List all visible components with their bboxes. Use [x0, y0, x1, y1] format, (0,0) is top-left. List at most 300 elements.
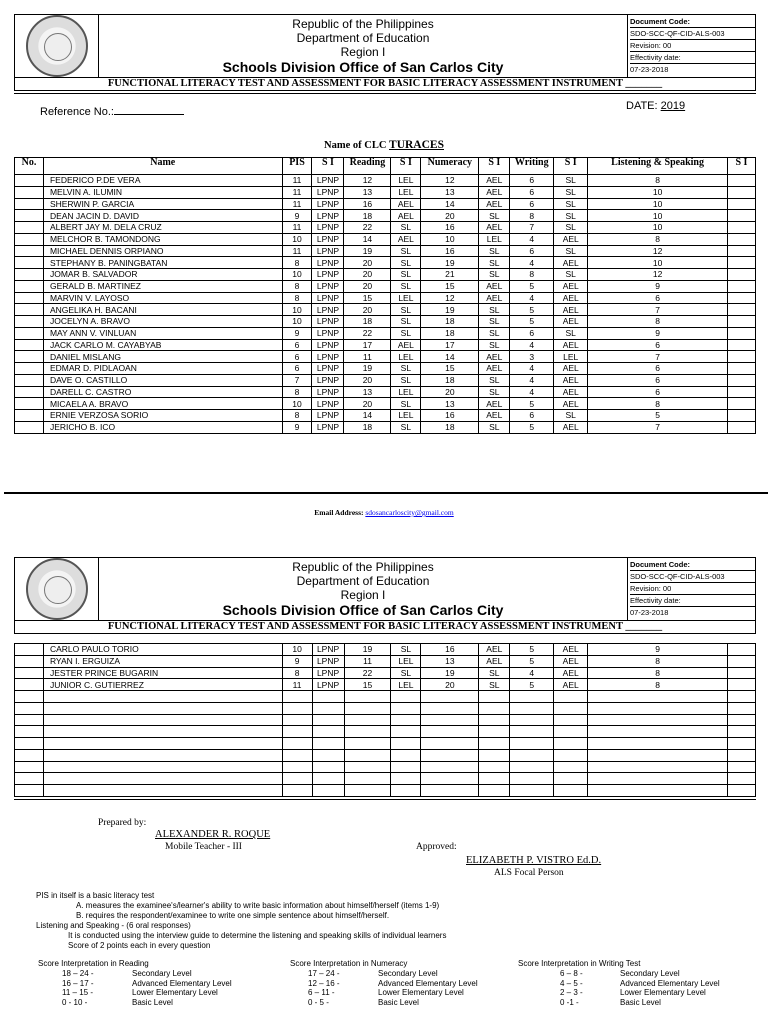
table-cell: 6	[588, 292, 728, 304]
table-cell: 10	[282, 398, 312, 410]
table-cell: 8	[282, 386, 312, 398]
table-cell	[391, 714, 421, 726]
table-cell: JERICHO B. ICO	[43, 421, 282, 433]
table-cell: AEL	[554, 339, 588, 351]
table-cell: LPNP	[312, 421, 344, 433]
table-cell: LPNP	[312, 398, 344, 410]
score-level: Advanced Elementary Level	[132, 978, 232, 988]
table-cell: LPNP	[312, 351, 344, 363]
table-cell: 15	[344, 679, 391, 691]
table-cell: SL	[479, 257, 510, 269]
column-header: S I	[312, 158, 344, 175]
table-cell	[421, 714, 479, 726]
table-cell: LPNP	[312, 316, 344, 328]
table-cell: 14	[421, 351, 479, 363]
table-cell: 8	[282, 280, 312, 292]
table-cell: 17	[421, 339, 479, 351]
table-cell	[727, 398, 755, 410]
table-cell	[421, 749, 479, 761]
table-cell: 18	[344, 210, 391, 222]
table-cell	[479, 785, 510, 797]
table-cell: 13	[344, 186, 391, 198]
score-level: Lower Elementary Level	[620, 988, 706, 997]
table-cell: 11	[344, 351, 391, 363]
table-cell: 6	[282, 339, 312, 351]
table-cell	[510, 691, 554, 703]
table-cell: 8	[588, 398, 728, 410]
table-cell	[15, 351, 44, 363]
table-row	[15, 257, 756, 269]
table-cell	[727, 421, 755, 433]
table-cell: 18	[421, 316, 479, 328]
table-cell: 19	[421, 667, 479, 679]
table-cell: 7	[282, 374, 312, 386]
reference-field	[40, 105, 184, 118]
table-cell	[727, 773, 755, 785]
table-cell: 8	[588, 667, 728, 679]
table-cell	[15, 398, 44, 410]
table-cell: 3	[510, 351, 554, 363]
table-cell: 6	[282, 351, 312, 363]
table-cell: 5	[510, 316, 554, 328]
table-cell	[391, 726, 421, 738]
column-header: S I	[554, 158, 588, 175]
table-cell: 4	[510, 374, 554, 386]
table-cell: 16	[421, 222, 479, 234]
table-cell: AEL	[391, 339, 421, 351]
table-row	[15, 738, 756, 750]
table-cell	[344, 749, 391, 761]
table-cell	[282, 785, 312, 797]
table-cell	[421, 702, 479, 714]
table-row	[15, 304, 756, 316]
table-cell: DEAN JACIN D. DAVID	[43, 210, 282, 222]
table-cell: 18	[344, 316, 391, 328]
effectivity-label: Effectivity date:	[630, 52, 755, 64]
table-row	[15, 316, 756, 328]
column-header: Writing	[510, 158, 554, 175]
table-cell	[312, 749, 344, 761]
header-line1: Republic of the Philippines	[292, 559, 434, 574]
table-cell: LPNP	[312, 186, 344, 198]
column-header: No.	[15, 158, 44, 175]
table-row	[15, 175, 756, 187]
score-level: Secondary Level	[378, 969, 438, 978]
table-cell: 10	[421, 233, 479, 245]
form-title-2: FUNCTIONAL LITERACY TEST AND ASSESSMENT FOR BASIC LITERACY ASSESSMENT INSTRUMENT _______	[14, 621, 756, 634]
table-cell	[479, 691, 510, 703]
table-cell: AEL	[479, 410, 510, 422]
table-row	[15, 292, 756, 304]
table-cell: DANIEL MISLANG	[43, 351, 282, 363]
table-cell: SL	[479, 374, 510, 386]
header-center-1	[99, 15, 628, 78]
table-cell	[727, 667, 755, 679]
table-row	[15, 644, 756, 656]
table-cell: 22	[344, 222, 391, 234]
table-cell: 6	[510, 186, 554, 198]
table-cell: 7	[588, 351, 728, 363]
table-cell: SL	[479, 386, 510, 398]
table-cell: 6	[510, 245, 554, 257]
table-cell	[15, 363, 44, 375]
table-cell	[391, 785, 421, 797]
table-cell: 13	[421, 398, 479, 410]
table-cell	[554, 773, 588, 785]
date-field	[626, 100, 685, 112]
table-cell: 5	[588, 410, 728, 422]
table-cell: 6	[588, 386, 728, 398]
table-cell: LPNP	[312, 269, 344, 281]
table-cell: 4	[510, 292, 554, 304]
table-cell	[43, 691, 282, 703]
table-cell: LEL	[391, 175, 421, 187]
table-cell: MELVIN A. ILUMIN	[43, 186, 282, 198]
table-cell	[554, 702, 588, 714]
table-cell	[727, 374, 755, 386]
table-cell	[15, 386, 44, 398]
table-cell: LPNP	[312, 644, 344, 656]
table-cell: 12	[421, 175, 479, 187]
table-cell	[727, 233, 755, 245]
table-cell: 11	[282, 198, 312, 210]
table-cell	[510, 738, 554, 750]
table-cell: AEL	[554, 363, 588, 375]
table-cell	[727, 210, 755, 222]
interp-writing-title: Score Interpretation in Writing Test	[518, 959, 641, 968]
table-cell	[554, 749, 588, 761]
table-cell	[344, 761, 391, 773]
table-cell: LPNP	[312, 363, 344, 375]
table-cell	[588, 738, 728, 750]
table-cell: 8	[510, 210, 554, 222]
table-cell	[727, 386, 755, 398]
table-cell: 18	[421, 374, 479, 386]
table-cell: LPNP	[312, 410, 344, 422]
table-cell	[588, 749, 728, 761]
table-cell: 8	[588, 655, 728, 667]
table-cell: SL	[554, 222, 588, 234]
reference-blank	[114, 105, 184, 115]
table-cell: AEL	[391, 233, 421, 245]
table-row	[15, 714, 756, 726]
table-cell: 9	[282, 210, 312, 222]
table-cell: 5	[510, 655, 554, 667]
effectivity-label: Effectivity date:	[630, 595, 755, 607]
table-cell	[727, 679, 755, 691]
table-cell	[15, 749, 44, 761]
doc-code: SDO-SCC-QF-CID-ALS-003	[630, 571, 755, 583]
note-2: A. measures the examinee's/learner's ability to write basic information about himself/herself (items 1-9)	[76, 901, 440, 910]
header-line3: Region I	[340, 587, 386, 602]
table-cell: MICHAEL DENNIS ORPIANO	[43, 245, 282, 257]
table-cell: 5	[510, 304, 554, 316]
table-row	[15, 421, 756, 433]
table-cell	[15, 292, 44, 304]
table-cell: ANGELIKA H. BACANI	[43, 304, 282, 316]
table-cell: 9	[588, 327, 728, 339]
prepared-title: Mobile Teacher - III	[165, 842, 242, 852]
score-range: 16 – 17 -	[62, 978, 94, 988]
table-cell	[727, 339, 755, 351]
reference-label: Reference No.:	[40, 106, 114, 118]
score-level: Basic Level	[620, 997, 661, 1007]
table-cell: 6	[282, 363, 312, 375]
note-1: PIS in itself is a basic literacy test	[36, 891, 155, 900]
table-cell: 18	[344, 421, 391, 433]
divider	[14, 93, 756, 94]
table-cell	[15, 702, 44, 714]
table-cell	[588, 785, 728, 797]
table-cell	[312, 726, 344, 738]
table-cell: AEL	[391, 198, 421, 210]
table-cell: 22	[344, 327, 391, 339]
table-cell	[282, 749, 312, 761]
table-cell	[588, 714, 728, 726]
table-cell: SL	[391, 245, 421, 257]
table-cell	[510, 702, 554, 714]
table-cell: 10	[282, 233, 312, 245]
table-cell: 5	[510, 679, 554, 691]
table-cell	[727, 726, 755, 738]
table-cell: SL	[554, 186, 588, 198]
email-link[interactable]: sdosancarloscity@gmail.com	[365, 508, 454, 517]
table-cell: 20	[344, 398, 391, 410]
table-cell	[15, 257, 44, 269]
table-cell: LEL	[391, 410, 421, 422]
score-range: 0 - 10 -	[62, 997, 88, 1007]
note-6: Score of 2 points each in every question	[68, 941, 211, 950]
table-cell: 16	[421, 644, 479, 656]
table-cell: 15	[344, 292, 391, 304]
table-row	[15, 667, 756, 679]
header-center-2	[99, 558, 628, 621]
table-cell: 19	[421, 257, 479, 269]
table-cell: 6	[588, 363, 728, 375]
table-cell	[15, 316, 44, 328]
table-cell	[727, 738, 755, 750]
table-cell: LPNP	[312, 655, 344, 667]
table-cell: 8	[588, 233, 728, 245]
table-cell	[282, 702, 312, 714]
table-cell	[43, 785, 282, 797]
seal-icon	[26, 15, 88, 77]
table-cell: SL	[554, 175, 588, 187]
table-cell: 4	[510, 363, 554, 375]
table-cell	[588, 691, 728, 703]
table-row	[15, 691, 756, 703]
table-cell: JACK CARLO M. CAYABYAB	[43, 339, 282, 351]
table-cell	[344, 773, 391, 785]
table-cell: GERALD B. MARTINEZ	[43, 280, 282, 292]
table-cell: SL	[479, 667, 510, 679]
table-cell: LPNP	[312, 339, 344, 351]
page-break-line	[4, 492, 768, 494]
table-cell	[727, 702, 755, 714]
table-cell	[727, 761, 755, 773]
table-cell: LPNP	[312, 210, 344, 222]
table-cell	[15, 339, 44, 351]
table-cell: SL	[391, 644, 421, 656]
table-cell: 11	[282, 175, 312, 187]
table-cell: 17	[344, 339, 391, 351]
table-cell: 20	[344, 269, 391, 281]
table-cell: 20	[344, 280, 391, 292]
table-cell	[312, 738, 344, 750]
table-row	[15, 374, 756, 386]
table-cell	[344, 738, 391, 750]
table-row	[15, 749, 756, 761]
table-cell: SL	[554, 410, 588, 422]
table-cell	[43, 702, 282, 714]
table-cell: 10	[282, 269, 312, 281]
revision: Revision: 00	[630, 40, 755, 52]
seal-icon	[26, 558, 88, 620]
table-row	[15, 245, 756, 257]
table-cell	[727, 785, 755, 797]
column-header: PIS	[282, 158, 312, 175]
table-cell	[391, 702, 421, 714]
clc-value: TURACES	[389, 139, 444, 151]
table-cell	[282, 773, 312, 785]
table-cell	[727, 327, 755, 339]
interp-numeracy-title: Score Interpretation in Numeracy	[290, 959, 408, 968]
table-row	[15, 269, 756, 281]
table-cell: AEL	[479, 186, 510, 198]
table-cell: AEL	[554, 644, 588, 656]
table-cell: 7	[588, 421, 728, 433]
table-cell: LPNP	[312, 386, 344, 398]
table-cell: 11	[282, 222, 312, 234]
table-cell	[727, 175, 755, 187]
prepared-name: ALEXANDER R. ROQUE	[155, 829, 271, 840]
table-row	[15, 410, 756, 422]
table-cell	[554, 738, 588, 750]
table-cell	[510, 749, 554, 761]
table-cell: RYAN I. ERGUIZA	[43, 655, 282, 667]
table-cell: SL	[554, 210, 588, 222]
score-range: 0 - 5 -	[308, 997, 329, 1007]
table-cell: 18	[421, 327, 479, 339]
table-cell: LEL	[479, 233, 510, 245]
table-cell: 16	[421, 410, 479, 422]
table-cell: 12	[344, 175, 391, 187]
table-cell: 8	[282, 292, 312, 304]
table-cell: AEL	[554, 667, 588, 679]
table-cell	[510, 785, 554, 797]
table-row	[15, 233, 756, 245]
table-cell	[479, 702, 510, 714]
table-cell: 10	[588, 222, 728, 234]
table-cell: EDMAR D. PIDLAOAN	[43, 363, 282, 375]
table-row	[15, 327, 756, 339]
table-cell: 6	[588, 339, 728, 351]
table-cell	[727, 292, 755, 304]
score-range: 0 -1 -	[560, 997, 579, 1007]
table-cell	[15, 679, 44, 691]
table-cell: SL	[479, 339, 510, 351]
table-cell	[421, 785, 479, 797]
table-cell: LPNP	[312, 667, 344, 679]
table-cell	[588, 761, 728, 773]
table-cell	[43, 714, 282, 726]
table-cell	[15, 198, 44, 210]
table-cell	[727, 257, 755, 269]
table-cell: LPNP	[312, 280, 344, 292]
table-cell: 5	[510, 398, 554, 410]
table-row	[15, 773, 756, 785]
table-cell: AEL	[554, 679, 588, 691]
table-cell	[391, 738, 421, 750]
assessment-table-2	[14, 643, 756, 797]
column-header: Name	[43, 158, 282, 175]
table-header	[15, 158, 756, 175]
header-line4: Schools Division Office of San Carlos City	[222, 601, 504, 618]
table-cell: 14	[344, 410, 391, 422]
table-cell: 8	[282, 257, 312, 269]
table-cell: AEL	[554, 398, 588, 410]
header-line3: Region I	[340, 44, 386, 59]
table-cell	[15, 222, 44, 234]
table-cell: LPNP	[312, 257, 344, 269]
email-label: Email Address:	[314, 508, 364, 517]
date-value: 2019	[660, 100, 686, 112]
table-cell: SL	[391, 280, 421, 292]
approved-title: ALS Focal Person	[494, 868, 564, 878]
table-cell	[391, 761, 421, 773]
table-cell	[727, 351, 755, 363]
table-cell: LEL	[391, 351, 421, 363]
table-cell: AEL	[479, 292, 510, 304]
table-cell: CARLO PAULO TORIO	[43, 644, 282, 656]
table-cell: JOMAR B. SALVADOR	[43, 269, 282, 281]
table-cell	[727, 363, 755, 375]
table-cell: FEDERICO P.DE VERA	[43, 175, 282, 187]
table-cell: 11	[282, 186, 312, 198]
table-cell	[312, 702, 344, 714]
table-cell: LEL	[391, 679, 421, 691]
document-info-1	[628, 15, 756, 78]
table-cell: 20	[421, 210, 479, 222]
score-range: 17 – 24 -	[308, 969, 340, 978]
table-cell	[43, 738, 282, 750]
table-cell	[727, 644, 755, 656]
table-cell	[15, 644, 44, 656]
table-row	[15, 386, 756, 398]
table-row	[15, 398, 756, 410]
table-cell: 8	[282, 667, 312, 679]
table-cell	[15, 714, 44, 726]
table-cell: LPNP	[312, 222, 344, 234]
table-cell: MARVIN V. LAYOSO	[43, 292, 282, 304]
table-cell: 13	[421, 186, 479, 198]
table-cell: 18	[421, 421, 479, 433]
revision: Revision: 00	[630, 583, 755, 595]
header-line2: Department of Education	[296, 573, 430, 588]
table-row	[15, 785, 756, 797]
table-cell	[312, 714, 344, 726]
table-cell: SL	[554, 198, 588, 210]
table-cell: SL	[391, 363, 421, 375]
table-cell: 20	[421, 386, 479, 398]
table-cell: 10	[282, 304, 312, 316]
table-cell: LPNP	[312, 245, 344, 257]
table-cell	[282, 761, 312, 773]
table-cell	[15, 374, 44, 386]
table-cell	[727, 316, 755, 328]
table-cell: 9	[282, 327, 312, 339]
table-cell: 8	[588, 316, 728, 328]
